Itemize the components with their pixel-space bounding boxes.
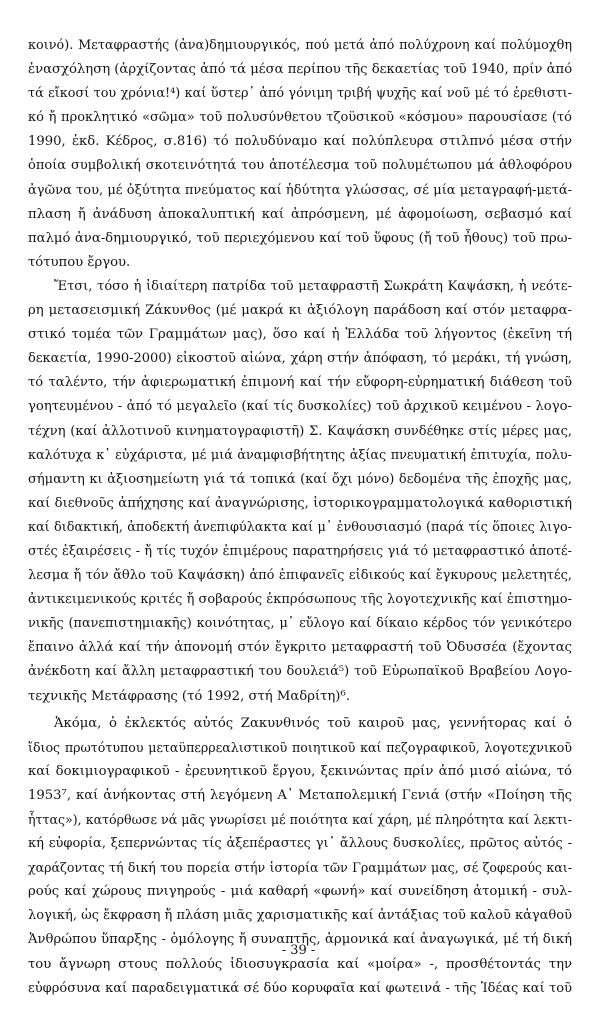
text-line: Ἔτσι, τόσο ἡ ἰδιαίτερη πατρίδα τοῦ μεταφραστῆ Σωκράτη Καψάσκη, ἡ νεότε- <box>54 278 572 294</box>
text-line: 1953⁷, καί ἀνήκοντας στή λεγόμενη Α᾽ Μεταπολεμική Γενιά (στήν «Ποίηση τῆς <box>28 787 572 803</box>
text-line: Ἀνθρώπου ὕπαρξης - ὁμόλογης ἤ συναπτῆς, ἁρμονικά καί ἀναγωγικά, μέ τή δική <box>28 932 572 948</box>
text-line: ὁποία συμβολική σκοτεινότητά του ἀποτέλεσμα τοῦ πολυμέτωπου μά ἀθλοφόρου <box>28 158 572 174</box>
text-line: ἀντικειμενικούς κριτές ἤ σοβαρούς ἐκπρόσωπους τῆς λογοτεχνικῆς καί ἐπιστημο- <box>28 592 573 608</box>
text-line: δεκαετία, 1990-2000) εἰκοστοῦ αἰώνα, χάρη στήν ἀπόφαση, τό μεράκι, τή γνώση, <box>28 351 572 367</box>
text-line: χαράζοντας τή δική του πορεία στήν ἱστορία τῶν Γραμμάτων μας, σέ ζοφερούς και- <box>28 860 572 876</box>
text-line: κοινό). Μεταφραστής (ἀνα)δημιουργικός, πού μετά ἀπό πολύχρονη καί πολύμοχθη <box>28 38 572 53</box>
text-line: στικό τομέα τῶν Γραμμάτων μας), ὅσο καί ἡ Ἑλλάδα τοῦ λήγοντος (ἐκεῖνη τή <box>28 327 572 343</box>
text-line: 1990, ἐκδ. Κέδρος, σ.816) τό πολυδύναμο καί πολύπλευρα στιλπνό μέσα στήν <box>28 134 572 150</box>
text-line: καί διεθνοῦς ἀπήχησης καί ἀναγνώρισης, ἱστορικογραμματολογικά καθοριστική <box>28 495 572 511</box>
text-line: λεσμα ἤ τόν ἄθλο τοῦ Καψάσκη) ἀπό ἐπιφανεῖς εἰδικούς καί ἔγκυρους μελετητές, <box>28 568 572 584</box>
text-line: νικῆς (πανεπιστημιακῆς) κοινότητας, μ᾽ εὔλογο καί δίκαιο κέρδος τόν γενικότερο <box>28 616 572 632</box>
text-line: τό ταλέντο, τήν ἀφιερωματική ἐπιμονή καί τήν εὔφορη-εὐρηματική διάθεση τοῦ <box>28 375 572 391</box>
text-line: καί δοκιμιογραφικοῦ - ἐρευνητικοῦ ἔργου, ξεκινώντας πρίν ἀπό μισό αἰώνα, τό <box>28 763 572 779</box>
document-body <box>28 34 572 1001</box>
text-line: ἴδιος πρωτότυπου μεταϋπερρεαλιστικοῦ ποιητικοῦ καί πεζογραφικοῦ, λογοτεχνικοῦ <box>28 739 572 755</box>
page-number: - 39 - <box>281 943 316 958</box>
text-line: κή εὐφορία, ξεπερνώντας τίς ἀξεπέραστες γι᾽ ἄλλους δυσκολίες, πρῶτος αὐτός - <box>28 836 572 852</box>
text-line: ἧττας»), κατόρθωσε νά μᾶς γνωρίσει μέ ποιότητα καί χάρη, μέ πληρότητα καί λεκτι- <box>28 812 572 827</box>
text-line: τότυπου ἔργου. <box>28 254 131 270</box>
text-line: ἀγῶνα του, μέ ὀξύτητα πνεύματος καί ἡδύτητα γλώσσας, σέ μία μεταγραφή-μετά- <box>28 182 572 198</box>
text-line: γοητευμένου - ἀπό τό μεγαλεῖο (καί τίς δυσκολίες) τοῦ ἀρχικοῦ κειμένου - λογο- <box>28 399 572 415</box>
text-line: σήμαντη κι ἀξιοσημείωτη γιά τά τοπικά (καί ὄχι μόνο) δεδομένα τῆς ἐποχῆς μας, <box>28 471 572 487</box>
text-line: του ἄγνωρη στους πολλούς ἰδιοσυγκρασία καί «μοίρα» -, προσθέτοντάς την <box>28 956 572 972</box>
text-line: καλότυχα κ᾽ εὐχάριστα, μέ μιά ἀναμφισβήτητης ἀξίας πνευματική ἐπιτυχία, πολυ- <box>28 447 572 463</box>
text-line: ρη μετασεισμική Ζάκυνθος (μέ μακρά κι ἀξιόλογη παράδοση καί στόν μεταφρα- <box>28 303 572 319</box>
text-line: ἔπαινο ἀλλά καί τήν ἀπονομή στόν ἔγκριτο μεταφραστή τοῦ Ὀδυσσέα (ἔχοντας <box>28 640 572 656</box>
text-line: κό ἤ προκλητικό «σῶμα» τοῦ πολυσύνθετου τζοϋσικοῦ «κόσμου» παρουσίασε (τό <box>28 110 572 126</box>
text-line: τέχνη (καί ἀλλοτινοῦ κινηματογραφιστῆ) Σ. Καψάσκη συνδέθηκε στίς μέρες μας, <box>28 423 572 439</box>
text-line: τά εἴκοσί του χρόνια!⁴) καί ὕστερ᾽ ἀπό γόνιμη τριβή ψυχῆς καί νοῦ μέ τό ἐρεθιστι- <box>28 86 572 102</box>
text-line: λογική, ὡς ἔκφραση ἤ πλάση μιᾶς χαρισματικῆς καί ἀντάξιας τοῦ καλοῦ κἀγαθοῦ <box>28 908 572 924</box>
text-line: Ἀκόμα, ὁ ἐκλεκτός αὐτός Ζακυνθινός τοῦ καιροῦ μας, γεννήτορας καί ὁ <box>54 715 572 731</box>
text-line: εὐφρόσυνα καί παραδειγματικά σέ δύο κορυφαῖα καί φωτεινά - τῆς Ἰδέας καί τοῦ <box>28 980 572 996</box>
text-line: ἀνέκδοτη καί ἄλλη μεταφραστική του δουλειά⁵) τοῦ Εὐρωπαϊκοῦ Βραβείου Λογο- <box>28 664 572 680</box>
text-line: τεχνικῆς Μετάφρασης (τό 1992, στή Μαδρίτη)⁶. <box>28 688 350 704</box>
text-line: ἐνασχόληση (ἀρχίζοντας ἀπό τά μέσα περίπου τῆς δεκαετίας τοῦ 1940, πρίν ἀπό <box>28 62 573 78</box>
text-line: παλμό ἀνα-δημιουργικό, τοῦ περιεχόμενου καί τοῦ ὕφους (ἤ τοῦ ἦθους) τοῦ πρω- <box>28 230 572 246</box>
text-line: ρούς καί χώρους πνιγηρούς - μιά καθαρή «φωνή» καί συνείδηση ἀτομική - συλ- <box>28 884 572 900</box>
text-line: στές ἐξαιρέσεις - ἤ τίς τυχόν ἐπιμέρους παρατηρήσεις γιά τό μεταφραστικό ἀποτέ- <box>28 543 572 559</box>
text-line: καί διδακτική, ἀποδεκτή ἀνεπιφύλακτα καί μ᾽ ἐνθουσιασμό (παρά τίς ὅποιες λιγο- <box>28 519 572 535</box>
text-line: πλαση ἤ ἀνάδυση ἀποκαλυπτική καί ἀπρόσμενη, μέ ἀφομοίωση, σεβασμό καί <box>28 206 572 222</box>
